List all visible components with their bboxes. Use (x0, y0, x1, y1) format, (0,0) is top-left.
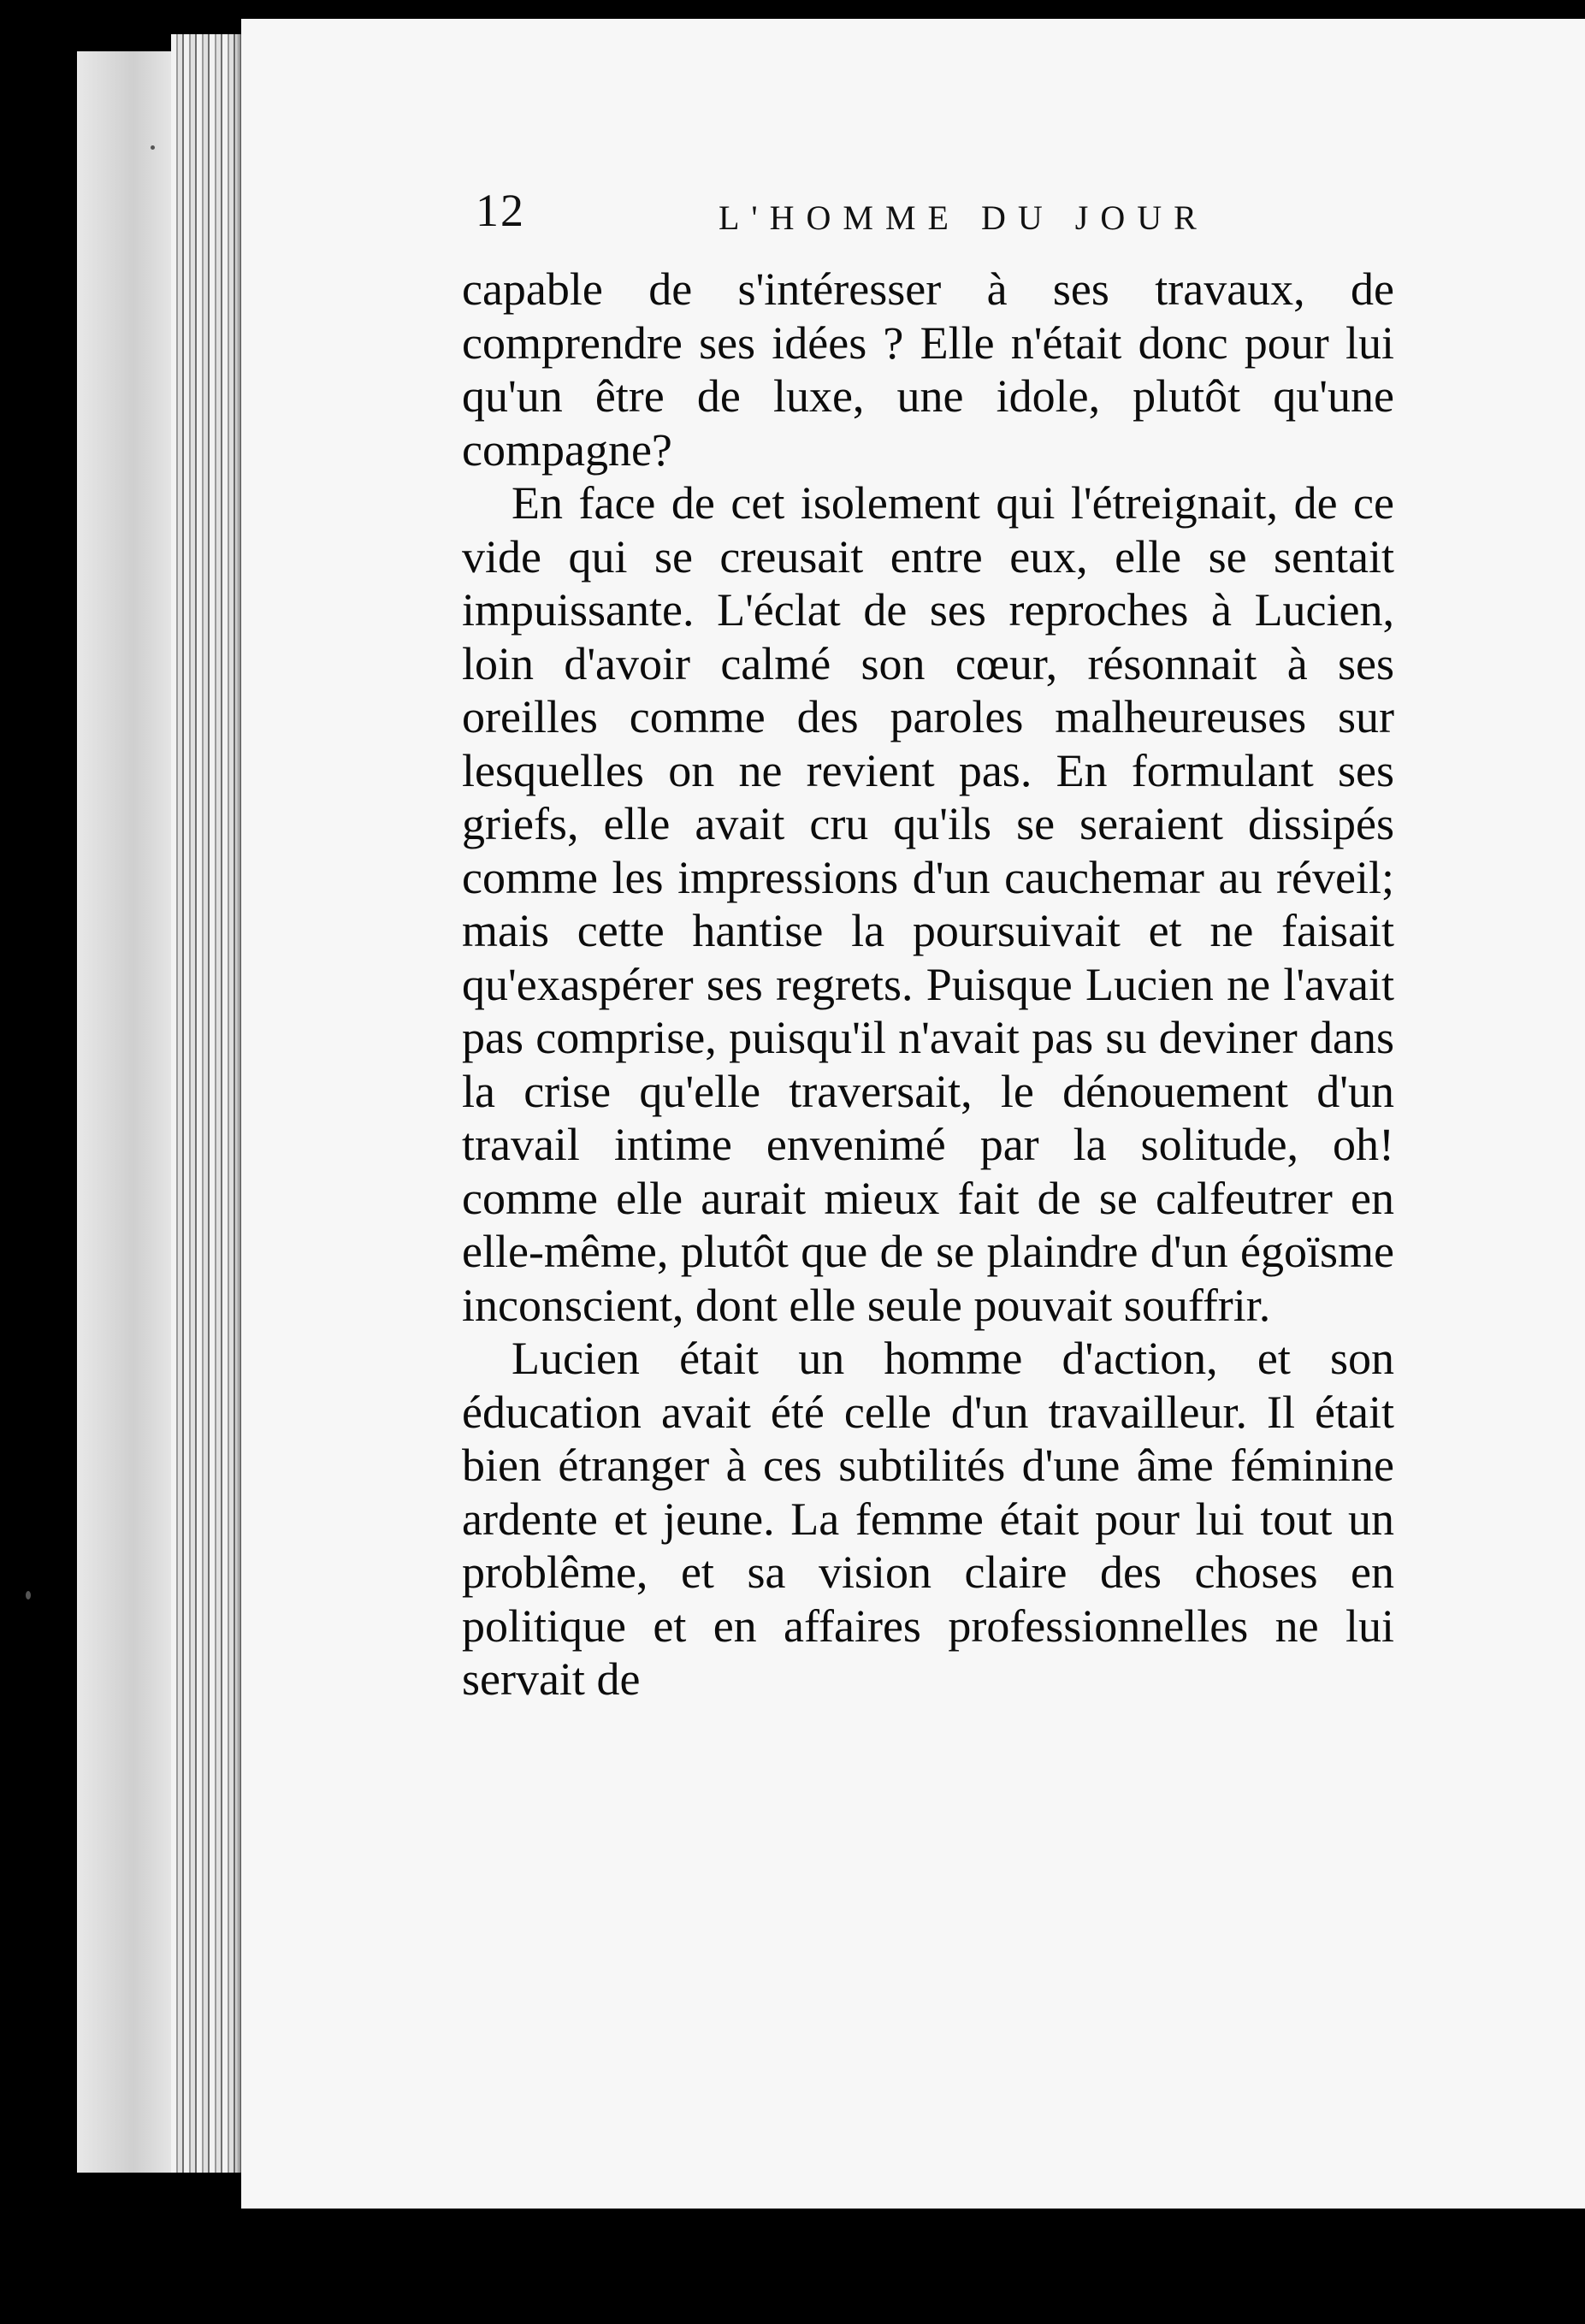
page-number: 12 (476, 185, 525, 236)
scan-speck (26, 1591, 31, 1600)
page-content (462, 169, 1394, 1706)
scan-speck (151, 145, 155, 150)
paragraph-3: Lucien était un homme d'action, et son éducation avait été celle d'un travailleur. Il était bien étranger à ces subtilités d'une âme féminine ardente et jeune. La femme était pour lui tout un problême, et sa vision claire des choses en politique et en affaires professionnelles ne lui servait de (462, 1333, 1394, 1705)
page-stack-lines (171, 34, 248, 2173)
running-title: L'HOMME DU JOUR (719, 198, 1209, 237)
body-text (462, 263, 1394, 1706)
paragraph-2: En face de cet isolement qui l'étreignait, de ce vide qui se creusait entre eux, elle se sentait impuissante. L'éclat de ses reproches à Lucien, loin d'avoir calmé son cœur, résonnait à ses oreilles comme des paroles malheureuses sur lesquelles on ne revient pas. En formulant ses griefs, elle avait cru qu'ils se seraient dissipés comme les impressions d'un cauchemar au réveil; mais cette hantise la poursuivait et ne faisait qu'exaspérer ses regrets. Puisque Lucien ne l'avait pas comprise, puisqu'il n'avait pas su deviner dans la crise qu'elle traversait, le dénouement d'un travail intime envenimé par la solitude, oh! comme elle aurait mieux fait de se calfeutrer en elle-même, plutôt que de se plaindre d'un égoïsme inconscient, dont elle seule pouvait souffrir. (462, 477, 1394, 1331)
paragraph-1: capable de s'intéresser à ses travaux, de comprendre ses idées ? Elle n'était donc pour lui qu'un être de luxe, une idole, plutôt qu'une compagne? (462, 263, 1394, 476)
running-head (462, 169, 1394, 263)
book-page (241, 19, 1585, 2209)
